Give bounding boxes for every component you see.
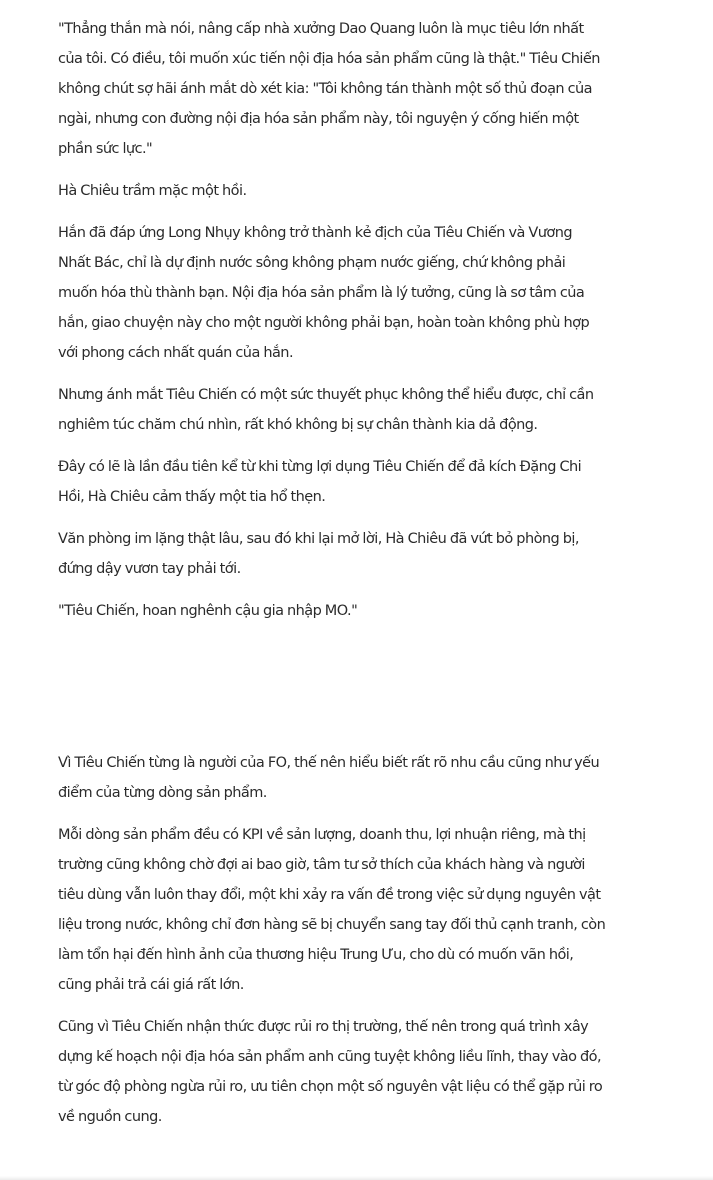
paragraph: Hà Chiêu trầm mặc một hồi. — [58, 183, 247, 199]
paragraph: Đây có lẽ là lần đầu tiên kể từ khi từng lợi dụng Tiêu Chiến để đả kích Đặng Chi Hồi, Hà Chiêu cảm thấy một tia hổ thẹn. — [58, 459, 582, 505]
paragraph: "Tiêu Chiến, hoan nghênh cậu gia nhập MO." — [58, 603, 358, 619]
bottom-divider — [0, 1176, 713, 1180]
paragraph: Cũng vì Tiêu Chiến nhận thức được rủi ro thị trường, thế nên trong quá trình xây dựng kế hoạch nội địa hóa sản phẩm anh cũng tuyệt không liều lĩnh, thay vào đó, từ góc độ phòng ngừa rủi ro, ưu tiên chọn một số nguyên vật liệu có thể gặp rủi ro về nguồn cung. — [58, 1019, 603, 1125]
paragraph: Văn phòng im lặng thật lâu, sau đó khi lại mở lời, Hà Chiêu đã vứt bỏ phòng bị, đứng dậy vươn tay phải tới. — [58, 531, 579, 577]
section-break — [58, 638, 713, 748]
paragraph: Nhưng ánh mắt Tiêu Chiến có một sức thuyết phục không thể hiểu được, chỉ cần nghiêm túc chăm chú nhìn, rất khó không bị sự chân thành kia dả động. — [58, 387, 594, 433]
paragraph: Vì Tiêu Chiến từng là người của FO, thế nên hiểu biết rất rõ nhu cầu cũng như yếu điểm của từng dòng sản phẩm. — [58, 755, 600, 801]
paragraph: Mỗi dòng sản phẩm đều có KPI về sản lượng, doanh thu, lợi nhuận riêng, mà thị trường cũng không chờ đợi ai bao giờ, tâm tư sở thích của khách hàng và người tiêu dùng vẫn luôn thay đổi, một khi xảy ra vấn đề trong việc sử dụng nguyên vật liệu trong nước, không chỉ đơn hàng sẽ bị chuyển sang tay đối thủ cạnh tranh, còn làm tổn hại đến hình ảnh của thương hiệu Trung Ưu, cho dù có muốn vãn hồi, cũng phải trả cái giá rất lớn. — [58, 827, 606, 993]
paragraph: Hắn đã đáp ứng Long Nhụy không trở thành kẻ địch của Tiêu Chiến và Vương Nhất Bác, chỉ là dự định nước sông không phạm nước giếng, chứ không phải muốn hóa thù thành bạn. Nội địa hóa sản phẩm là lý tưởng, cũng là sơ tâm của hắn, giao chuyện này cho một người không phải bạn, hoàn toàn không phù hợp với phong cách nhất quán của hắn. — [58, 225, 590, 361]
paragraph: "Thẳng thắn mà nói, nâng cấp nhà xưởng Dao Quang luôn là mục tiêu lớn nhất của tôi. Có điều, tôi muốn xúc tiến nội địa hóa sản phẩm cũng là thật." Tiêu Chiến không chút sợ hãi ánh mắt dò xét kia: "Tôi không tán thành một số thủ đoạn của ngài, nhưng con đường nội địa hóa sản phẩm này, tôi nguyện ý cống hiến một phần sức lực." — [58, 21, 600, 157]
